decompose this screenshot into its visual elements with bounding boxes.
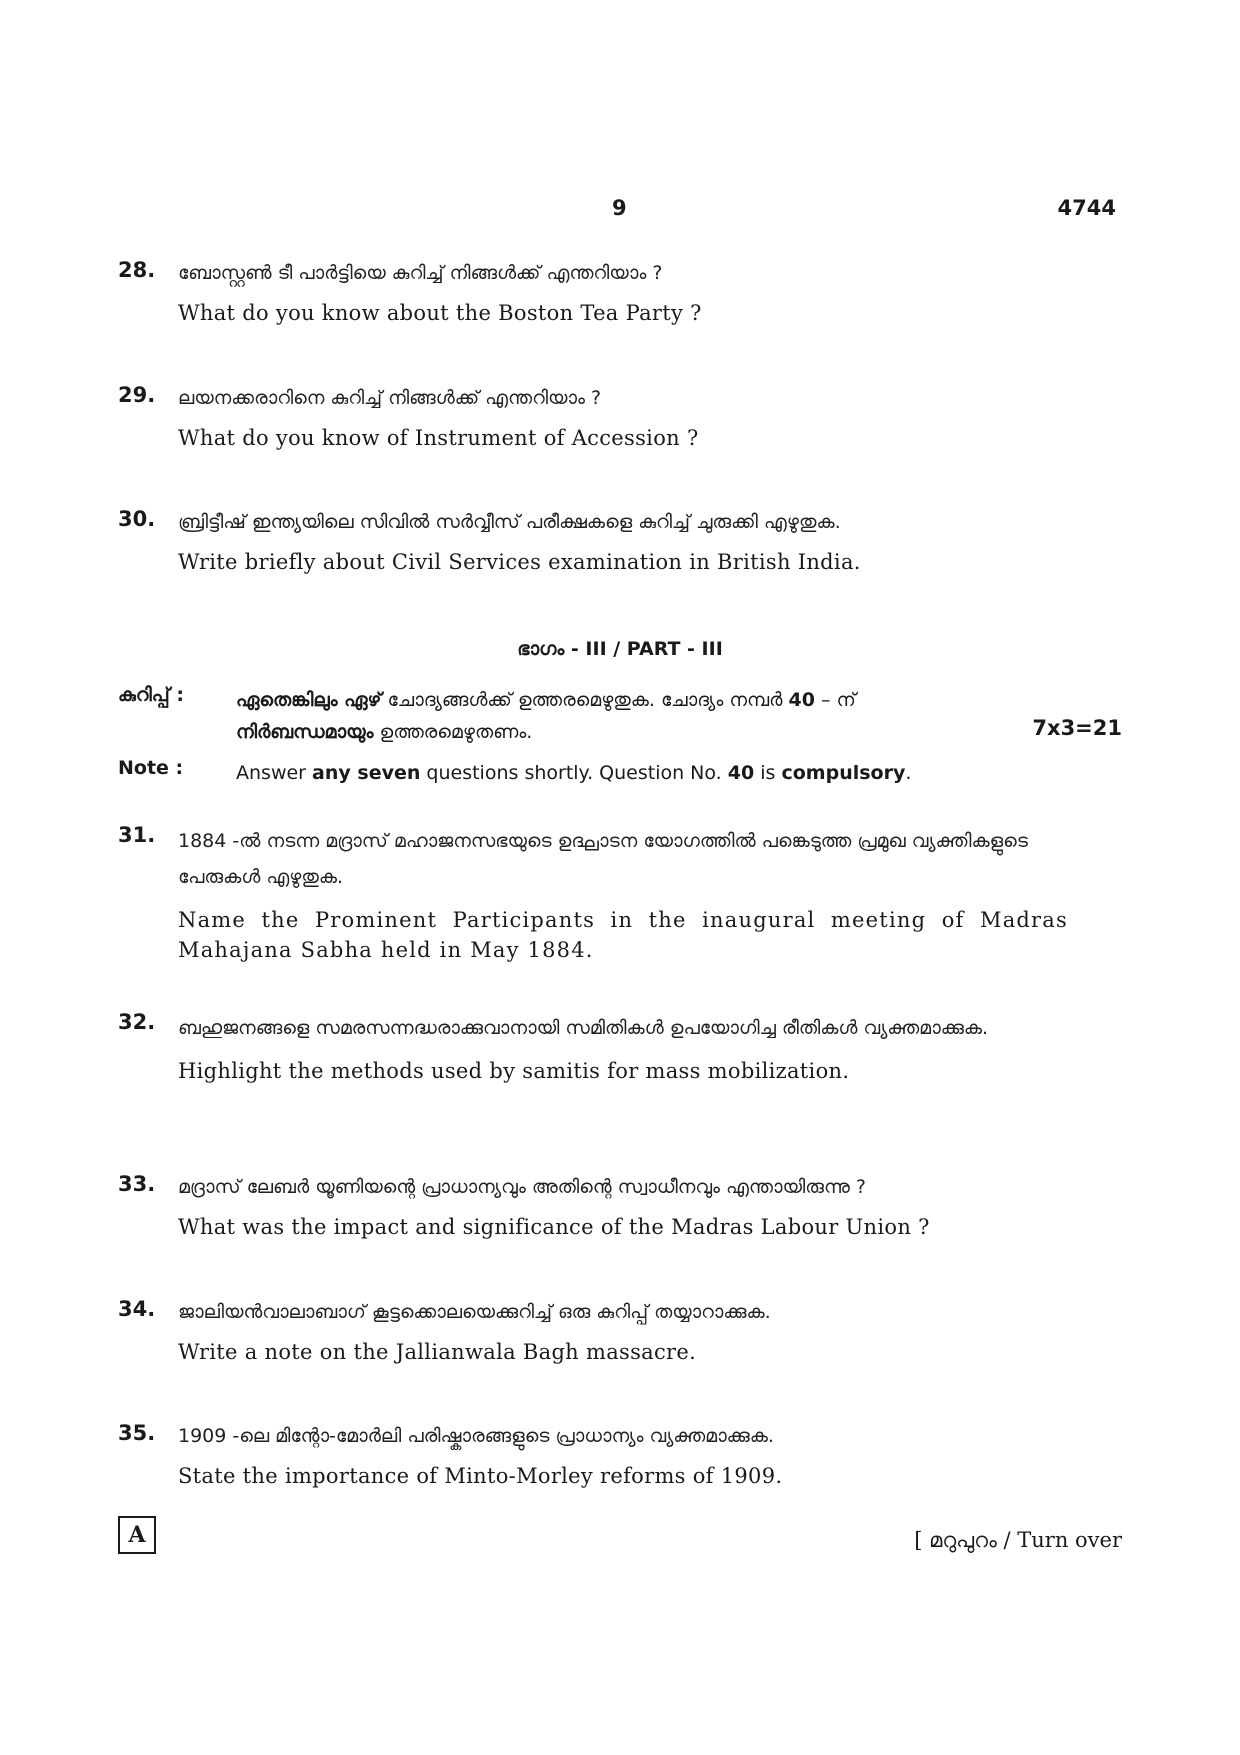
note-english (118, 757, 1122, 789)
note-question-number: 40 (727, 762, 755, 784)
question-number: 29. (118, 383, 156, 407)
note-fragment: Answer (236, 762, 313, 784)
question-english: Highlight the methods used by samitis for mass mobilization. (178, 1059, 850, 1083)
question-malayalam: മദ്രാസ് ലേബർ യൂണിയന്റെ പ്രാധാന്യവും അതിന്റെ സ്വാധീനവും എന്തായിരുന്നു ? (178, 1176, 866, 1198)
question-malayalam: ബഹുജനങ്ങളെ സമരസന്നദ്ധരാക്കുവാനായി സമിതികൾ ഉപയോഗിച്ച രീതികൾ വ്യക്തമാക്കുക. (178, 1017, 988, 1039)
note-question-number: 40 (788, 689, 815, 711)
note-fragment: is (754, 762, 782, 784)
question-malayalam: ബോസ്റ്റൺ ടീ പാർട്ടിയെ കുറിച്ച് നിങ്ങൾക്ക് എന്തറിയാം ? (178, 262, 663, 284)
question-malayalam: ലയനക്കരാറിനെ കുറിച്ച് നിങ്ങൾക്ക് എന്തറിയാം ? (178, 387, 602, 409)
question-number: 31. (118, 823, 156, 847)
question-english: Write briefly about Civil Services examination in British India. (178, 550, 861, 574)
note-label-malayalam: കുറിപ്പ് : (118, 684, 184, 706)
question-33 (118, 1172, 1068, 1242)
note-emphasis: ഏതെങ്കിലും ഏഴ് (236, 689, 382, 711)
question-english: What was the impact and significance of the Madras Labour Union ? (178, 1215, 930, 1239)
note-fragment: ചോദ്യങ്ങൾക്ക് ഉത്തരമെഴുതുക. ചോദ്യം നമ്പർ (381, 689, 789, 711)
question-number: 34. (118, 1297, 156, 1321)
question-34 (118, 1297, 1068, 1367)
question-malayalam: 1909 -ലെ മിന്റോ-മോർലി പരിഷ്കാരങ്ങളുടെ പ്രാധാന്യം വ്യക്തമാക്കുക. (178, 1425, 774, 1447)
note-emphasis: compulsory (781, 762, 906, 784)
question-number: 28. (118, 258, 156, 282)
paper-code: 4744 (1057, 196, 1116, 220)
question-number: 33. (118, 1172, 156, 1196)
question-english: Name the Prominent Participants in the inaugural meeting of Madras Mahajana Sabha held in May 1884. (178, 908, 1068, 962)
part-heading: ഭാഗം - III / PART - III (517, 638, 723, 660)
note-label-english: Note : (118, 757, 184, 779)
question-28 (118, 258, 1068, 328)
note-fragment: – ന് (814, 689, 856, 711)
question-english: What do you know of Instrument of Accession ? (178, 426, 699, 450)
question-number: 32. (118, 1010, 156, 1034)
question-32 (118, 1010, 1068, 1086)
note-malayalam (118, 684, 1122, 748)
note-fragment: . (905, 762, 912, 784)
question-29 (118, 383, 1068, 453)
question-35 (118, 1421, 1068, 1491)
question-english: What do you know about the Boston Tea Party ? (178, 301, 702, 325)
note-emphasis: any seven (312, 762, 421, 784)
note-text-malayalam (236, 684, 1122, 748)
question-malayalam: ബ്രിട്ടീഷ് ഇന്ത്യയിലെ സിവിൽ സർവ്വീസ് പരീക്ഷകളെ കുറിച്ച് ചുരുക്കി എഴുതുക. (178, 511, 841, 533)
question-malayalam: ജാലിയൻവാലാബാഗ് കൂട്ടക്കൊലയെക്കുറിച്ച് ഒരു കുറിപ്പ് തയ്യാറാക്കുക. (178, 1301, 771, 1323)
question-number: 35. (118, 1421, 156, 1445)
note-text-english (236, 757, 1122, 789)
series-box: A (118, 1516, 156, 1554)
turn-over-note: [ മറുപുറം / Turn over (914, 1528, 1122, 1552)
marks-allocation: 7x3=21 (1032, 716, 1122, 740)
note-fragment: ഉത്തരമെഴുതണം. (373, 721, 533, 743)
question-number: 30. (118, 507, 156, 531)
question-malayalam: 1884 -ൽ നടന്ന മദ്രാസ് മഹാജനസഭയുടെ ഉദ്ഘാടന യോഗത്തിൽ പങ്കെടുത്ത പ്രമുഖ വ്യക്തികളുടെ പേരുകൾ എഴുതുക. (178, 830, 1028, 888)
question-30 (118, 507, 1068, 577)
page-number: 9 (612, 196, 627, 220)
question-english: State the importance of Minto-Morley reforms of 1909. (178, 1464, 783, 1488)
note-emphasis: നിർബന്ധമായും (236, 721, 374, 743)
note-fragment: questions shortly. Question No. (420, 762, 728, 784)
question-31 (118, 823, 1068, 965)
question-english: Write a note on the Jallianwala Bagh massacre. (178, 1340, 697, 1364)
